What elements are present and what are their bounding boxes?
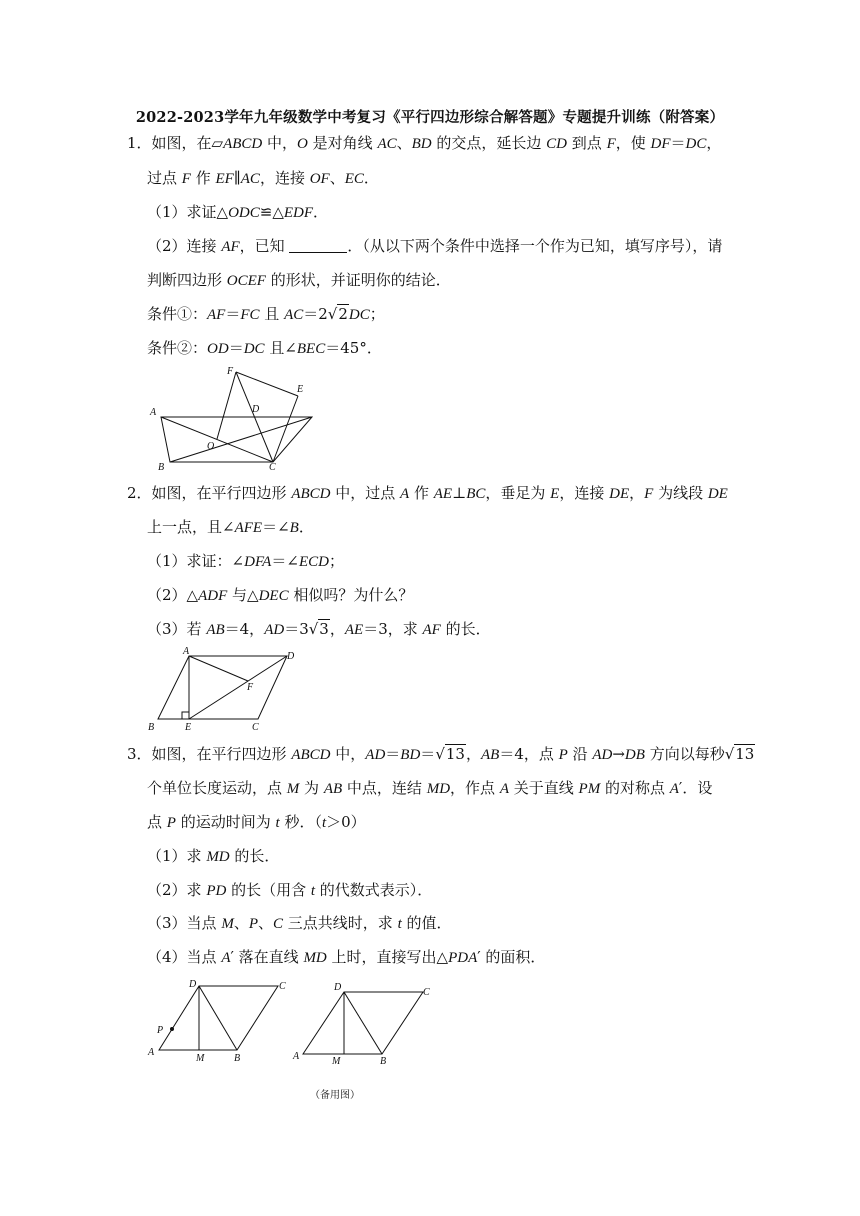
label-a: A [183,646,190,657]
q2-line-2: 上一点，且∠AFE＝∠B． [147,518,314,536]
label-d: D [334,982,342,993]
diagonal-ac [161,417,273,462]
sqrt-symbol: √3 [308,620,329,638]
q2-number: 2． [127,484,152,502]
diagonal-bd [170,417,312,462]
label-c: C [269,462,276,473]
q1-part-2: （2）连接 AF，已知 ．（从以下两个条件中选择一个作为已知，填写序号），请 [147,237,723,255]
q3-part-3: （3）当点 M、P、C 三点共线时，求 t 的值． [147,914,452,932]
q3-part-4: （4）当点 A′ 落在直线 MD 上时，直接写出△PDA′ 的面积． [147,948,546,966]
label-d: D [287,651,295,662]
q2-part-2: （2）△ADF 与△DEC 相似吗？为什么？ [147,586,414,604]
label-b: B [234,1053,241,1064]
segment-ec [273,396,298,462]
q2-part-3: （3）若 AB＝4，AD＝3√3，AE＝3，求 AF 的长． [147,620,491,638]
q3-part-2: （2）求 PD 的长（用含 t 的代数式表示）． [147,881,433,899]
label-a: A [148,1047,155,1058]
label-a: A [150,407,157,418]
label-p: P [157,1025,164,1036]
sqrt-symbol: √13 [435,745,465,763]
diagonal-bd [199,986,237,1050]
segment-af [189,656,248,681]
q2-line-1: 2．如图，在平行四边形 ABCD 中，过点 A 作 AE⊥BC，垂足为 E，连接 DE，F 为线段 DE [127,484,728,502]
q1-number: 1． [127,134,152,152]
label-d: D [189,979,197,990]
segment-of [217,372,236,439]
q1-figure [140,362,320,474]
sqrt-symbol: √2 [327,305,348,323]
point-p [170,1027,174,1031]
diagonal-bd [344,992,382,1054]
parallelogram-abcd [158,656,287,719]
right-angle-mark [182,712,189,719]
q2-part-1: （1）求证：∠DFA＝∠ECD； [147,552,344,570]
figure-caption: （备用图） [310,1090,360,1101]
label-b: B [158,462,165,473]
q1-line-1: 1．如图，在▱ABCD 中，O 是对角线 AC、BD 的交点，延长边 CD 到点 F，使 DF＝DC， [127,134,722,152]
q3-line-1: 3．如图，在平行四边形 ABCD 中，AD＝BD＝√13，AB＝4，点 P 沿 AD→DB 方向以每秒√13 [127,745,755,763]
q1-line-2: 过点 F 作 EF∥AC，连接 OF、EC． [147,169,379,187]
label-b: B [148,722,155,733]
label-a: A [293,1051,300,1062]
q2-figure [140,644,310,736]
q1-part-1: （1）求证△ODC≌△EDF． [147,203,329,221]
label-c: C [279,981,286,992]
q1-condition-1: 条件①：AF＝FC 且 AC＝2√2DC； [147,305,385,323]
q1-condition-2: 条件②：OD＝DC 且∠BEC＝45°． [147,339,382,357]
answer-blank[interactable] [289,238,347,253]
q3-part-1: （1）求 MD 的长． [147,847,280,865]
sqrt-symbol: √13 [724,745,755,763]
label-d: D [252,404,260,415]
q3-figure-1 [145,976,295,1066]
label-e: E [297,384,304,395]
segment-fe [236,372,298,396]
label-f: F [247,682,254,693]
label-m: M [332,1056,341,1066]
label-c: C [252,722,259,733]
q1-part-2-cont: 判断四边形 OCEF 的形状，并证明你的结论． [147,271,451,289]
label-f: F [227,366,234,377]
q3-figure-2 [290,976,440,1066]
label-e: E [185,722,192,733]
q3-number: 3． [127,745,152,763]
label-b: B [380,1056,387,1066]
q3-line-3: 点 P 的运动时间为 t 秒．（t＞0） [147,813,366,831]
q3-line-2: 个单位长度运动，点 M 为 AB 中点，连结 MD，作点 A 关于直线 PM 的对称点 A′．设 [147,779,713,797]
label-o: O [207,441,215,452]
label-c: C [423,987,430,998]
document-title: 2022-2023学年九年级数学中考复习《平行四边形综合解答题》专题提升训练（附答案） [135,109,725,126]
label-m: M [196,1053,205,1064]
